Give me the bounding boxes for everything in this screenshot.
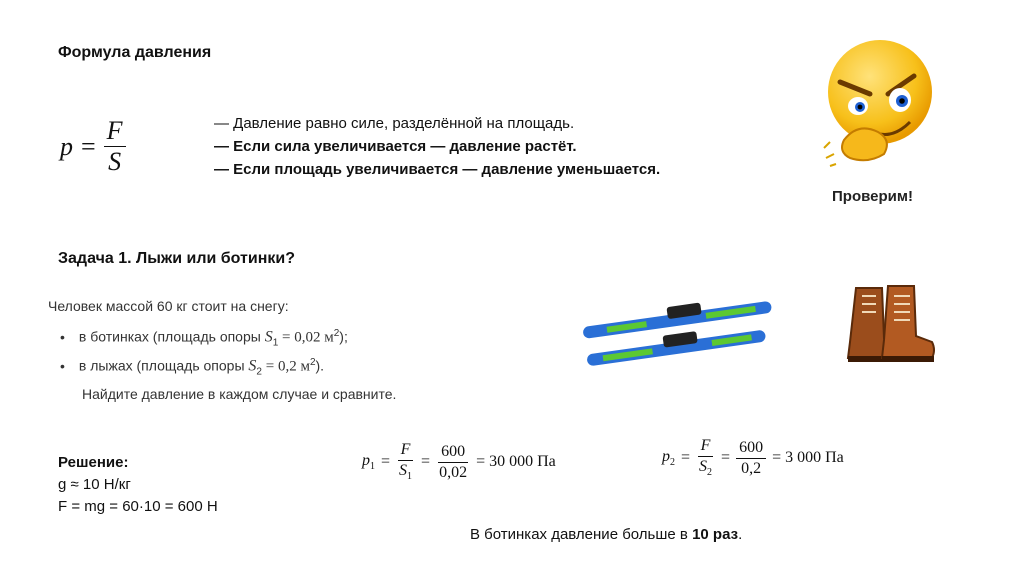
formula-denominator: S (108, 147, 122, 176)
skis-icon (576, 288, 780, 368)
rules-list (214, 112, 660, 181)
calc-boots: $p_1$ = $\frac{F}{S_1}$ = $\frac{600}{0,02}$ = 30 000 Па (362, 441, 556, 483)
task-item-1: • в ботинках (площадь опоры $S_1 = 0,02$ $м^2$); (60, 328, 348, 349)
pressure-formula (60, 118, 126, 175)
formula-numerator: F (104, 118, 126, 147)
conclusion: В ботинках давление больше в 10 раз. (470, 526, 743, 543)
task-title: Задача 1. Лыжи или ботинки? (58, 250, 296, 267)
formula-equals: = (81, 131, 96, 161)
rule-2: — Если сила увеличивается — давление растёт. (214, 138, 577, 155)
solution-block (58, 452, 218, 518)
mascot-caption: Проверим! (832, 188, 913, 205)
task-intro: Человек массой 60 кг стоит на снегу: (48, 298, 289, 314)
bullet: • (60, 357, 65, 374)
page-title: Формула давления (58, 44, 212, 61)
calc-boots-result: = 30 000 Па (476, 453, 556, 471)
calc-skis-result: = 3 000 Па (772, 449, 844, 467)
solution-line-1: g ≈ 10 Н/кг (58, 476, 131, 493)
task-item-2: • в лыжах (площадь опоры $S_2 = 0,2$ $м^2$). (60, 357, 325, 378)
solution-title: Решение: (58, 454, 129, 471)
thinking-smiley-icon (818, 30, 948, 180)
rule-1: — Давление равно силе, разделённой на площадь. (214, 115, 575, 132)
solution-line-2: F = mg = 60·10 = 600 Н (58, 498, 218, 515)
calc-skis: $p_2$ = $\frac{F}{S_2}$ = $\frac{600}{0,2}$ = 3 000 Па (662, 437, 844, 479)
boots-icon (842, 282, 938, 368)
formula-fraction (104, 118, 126, 175)
formula-p: p (60, 131, 73, 161)
bullet: • (60, 328, 65, 345)
rule-3: — Если площадь увеличивается — давление уменьшается. (214, 161, 661, 178)
task-question: Найдите давление в каждом случае и сравните. (82, 386, 397, 402)
